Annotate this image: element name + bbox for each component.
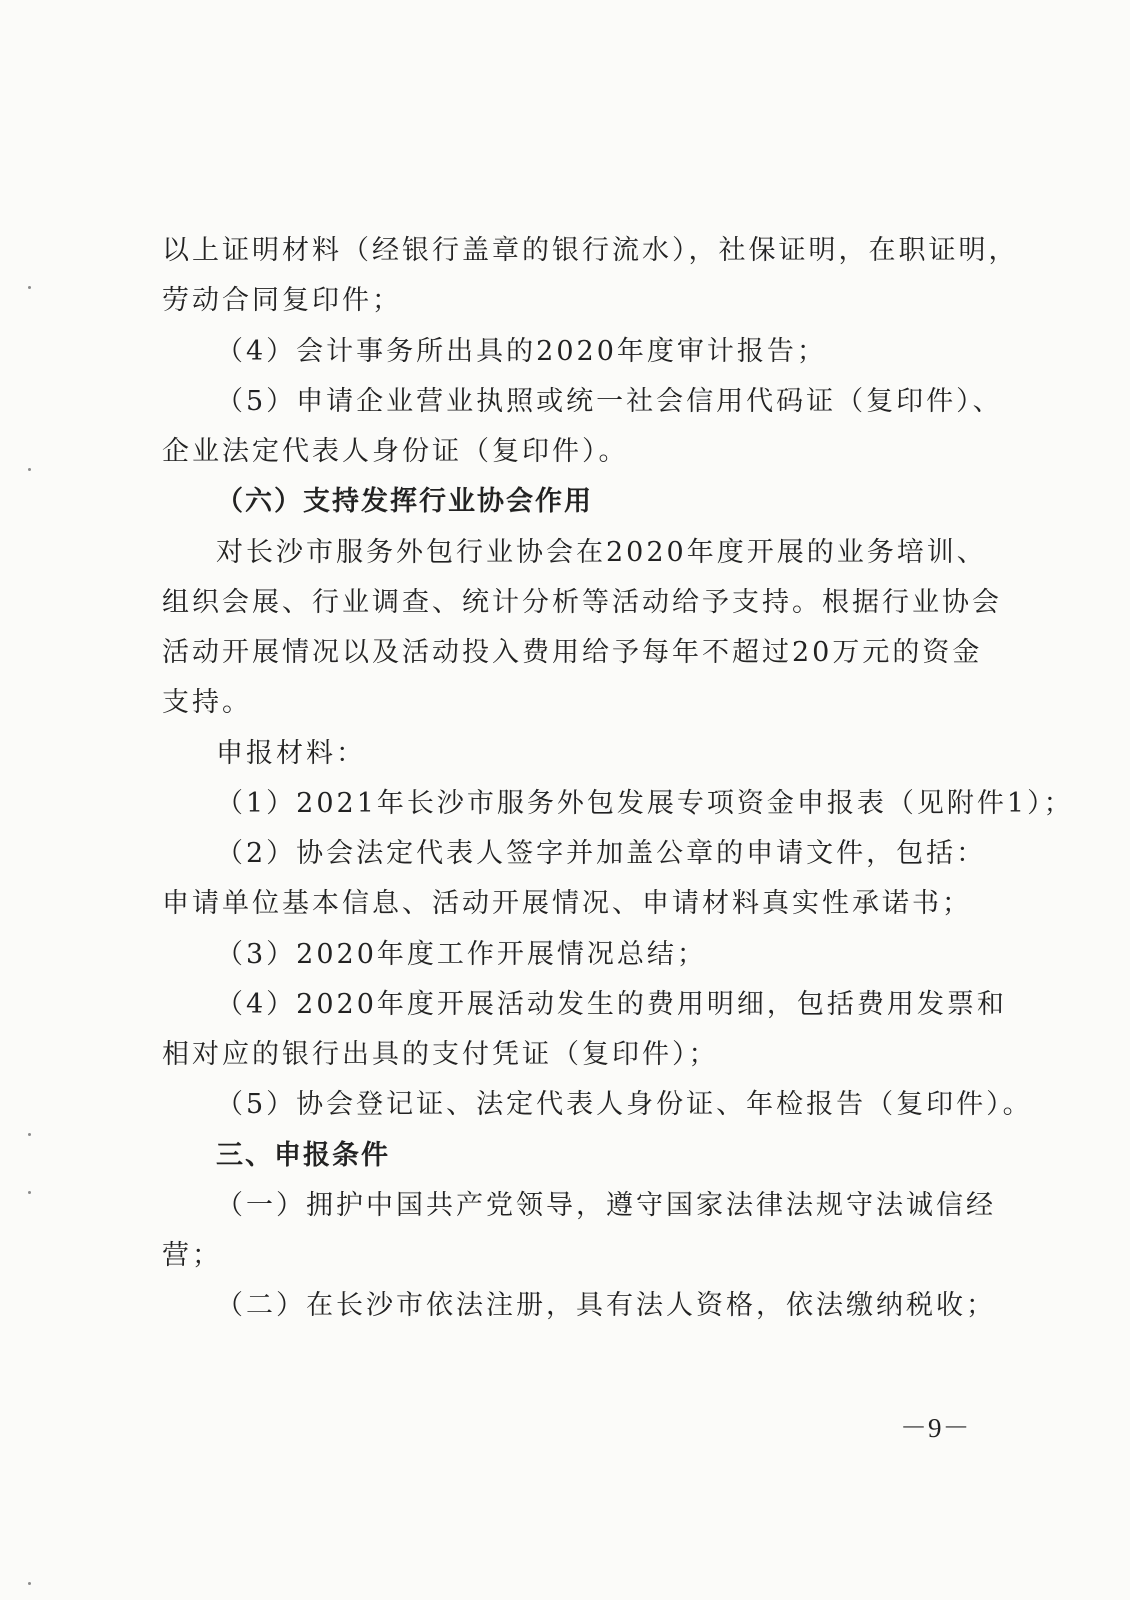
material-item-1: （1）2021年长沙市服务外包发展专项资金申报表（见附件1）； bbox=[216, 788, 1074, 819]
material-item-5: （5）协会登记证、法定代表人身份证、年检报告（复印件）。 bbox=[216, 1089, 1033, 1120]
condition-1: （一）拥护中国共产党领导，遵守国家法律法规守法诚信经 bbox=[216, 1190, 996, 1221]
text-line-1: 以上证明材料（经银行盖章的银行流水），社保证明，在职证明， bbox=[162, 235, 1019, 266]
condition-2: （二）在长沙市依法注册，具有法人资格，依法缴纳税收； bbox=[216, 1290, 996, 1321]
material-item-3: （3）2020年度工作开展情况总结； bbox=[216, 939, 707, 970]
materials-label: 申报材料： bbox=[216, 738, 366, 769]
paragraph-line-2: 组织会展、行业调查、统计分析等活动给予支持。根据行业协会 bbox=[162, 587, 1002, 618]
material-item-4: （4）2020年度开展活动发生的费用明细，包括费用发票和 bbox=[216, 989, 1007, 1020]
material-item-2: （2）协会法定代表人签字并加盖公章的申请文件，包括： bbox=[216, 838, 987, 869]
text-line-5: 企业法定代表人身份证（复印件）。 bbox=[162, 436, 629, 467]
paragraph-line-3: 活动开展情况以及活动投入费用给予每年不超过20万元的资金 bbox=[162, 637, 983, 668]
list-item-5: （5）申请企业营业执照或统一社会信用代码证（复印件）、 bbox=[216, 386, 1003, 417]
material-item-4-cont: 相对应的银行出具的支付凭证（复印件）； bbox=[162, 1039, 719, 1070]
margin-mark bbox=[28, 1582, 31, 1585]
material-item-2-cont: 申请单位基本信息、活动开展情况、申请材料真实性承诺书； bbox=[162, 888, 972, 919]
paragraph-line-4: 支持。 bbox=[162, 687, 252, 718]
condition-1-cont: 营； bbox=[162, 1240, 222, 1271]
paragraph-line-1: 对长沙市服务外包行业协会在2020年度开展的业务培训、 bbox=[216, 537, 987, 568]
margin-mark bbox=[28, 468, 31, 471]
page-number: －9－ bbox=[900, 1413, 971, 1443]
section-heading: 三、申报条件 bbox=[216, 1140, 390, 1171]
margin-mark bbox=[28, 1133, 31, 1136]
text-line-2: 劳动合同复印件； bbox=[162, 285, 402, 316]
margin-mark bbox=[28, 286, 31, 289]
list-item-4: （4）会计事务所出具的2020年度审计报告； bbox=[216, 336, 827, 367]
subsection-heading: （六）支持发挥行业协会作用 bbox=[216, 486, 593, 517]
margin-mark bbox=[28, 1191, 31, 1194]
